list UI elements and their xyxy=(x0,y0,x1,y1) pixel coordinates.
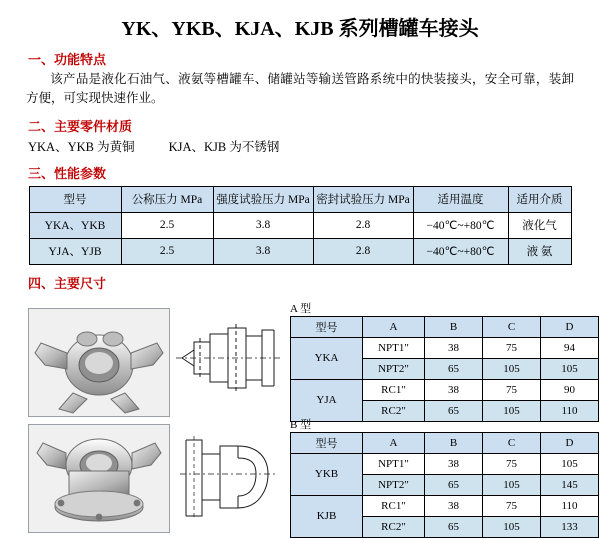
dimB-r2-c1: RC1" xyxy=(363,495,425,516)
dimA-r2-c4: 90 xyxy=(541,379,599,400)
dimB-r0-c1: NPT1" xyxy=(363,453,425,474)
page-title: YK、YKB、KJA、KJB 系列槽罐车接头 xyxy=(121,18,479,40)
dimB-r2-c4: 110 xyxy=(541,495,599,516)
dimA-group-1: YJA xyxy=(291,379,363,421)
perf-r0-c2: 3.8 xyxy=(213,212,313,238)
table-row xyxy=(291,453,599,474)
dimB-group-0: YKB xyxy=(291,453,363,495)
dimB-r3-c2: 65 xyxy=(425,516,483,537)
dimB-r0-c3: 75 xyxy=(483,453,541,474)
table-row xyxy=(291,379,599,400)
dimension-table-a xyxy=(290,316,599,422)
line-drawing-b-graphic xyxy=(176,424,280,531)
dimA-r0-c2: 38 xyxy=(425,337,483,358)
performance-table xyxy=(29,186,572,265)
section-heading-performance: 三、性能参数 xyxy=(28,165,107,181)
features-text: 该产品是液化石油气、液氨等槽罐车、储罐站等输送管路系统中的快装接头，安全可靠，装卸方便，可实现快速作业。 xyxy=(26,72,574,105)
dimB-r1-c1: NPT2" xyxy=(363,474,425,495)
perf-col-4: 适用温度 xyxy=(413,186,508,212)
table-b-label: B 型 xyxy=(290,418,312,431)
dimB-col-4: D xyxy=(541,432,599,453)
line-drawing-a-graphic xyxy=(176,308,280,415)
document-page xyxy=(0,12,600,533)
dimA-r1-c3: 105 xyxy=(483,358,541,379)
table-row xyxy=(29,212,571,238)
perf-col-5: 适用介质 xyxy=(508,186,571,212)
dimA-r2-c3: 75 xyxy=(483,379,541,400)
table-a-label: A 型 xyxy=(290,302,312,315)
perf-r0-c0: YKA、YKB xyxy=(29,212,121,238)
dimension-table-b xyxy=(290,432,599,538)
table-row xyxy=(29,238,571,264)
dimA-r2-c2: 38 xyxy=(425,379,483,400)
line-drawing-b xyxy=(176,424,280,531)
dimA-r0-c4: 94 xyxy=(541,337,599,358)
perf-r1-c4: −40℃~+80℃ xyxy=(413,238,508,264)
table-header-row xyxy=(291,316,599,337)
dimA-r3-c2: 65 xyxy=(425,400,483,421)
material-lines xyxy=(28,137,600,155)
perf-r1-c2: 3.8 xyxy=(213,238,313,264)
dimB-col-2: B xyxy=(425,432,483,453)
dimA-col-3: C xyxy=(483,316,541,337)
dimA-col-2: B xyxy=(425,316,483,337)
dimA-col-1: A xyxy=(363,316,425,337)
perf-col-0: 型号 xyxy=(29,186,121,212)
perf-r0-c4: −40℃~+80℃ xyxy=(413,212,508,238)
dimB-r0-c2: 38 xyxy=(425,453,483,474)
dimA-r1-c1: NPT2" xyxy=(363,358,425,379)
product-photo-a-graphic xyxy=(29,309,169,416)
product-photo-b xyxy=(28,424,170,533)
dimA-r3-c3: 105 xyxy=(483,400,541,421)
dimB-r3-c3: 105 xyxy=(483,516,541,537)
dimB-r1-c4: 145 xyxy=(541,474,599,495)
perf-r1-c0: YJA、YJB xyxy=(29,238,121,264)
dimA-col-4: D xyxy=(541,316,599,337)
dimA-r0-c1: NPT1" xyxy=(363,337,425,358)
material-line-a: YKA、YKB 为黄铜 xyxy=(28,139,135,154)
table-row xyxy=(291,495,599,516)
dimA-r3-c4: 110 xyxy=(541,400,599,421)
perf-col-3: 密封试验压力 MPa xyxy=(313,186,413,212)
perf-col-2: 强度试验压力 MPa xyxy=(213,186,313,212)
perf-r0-c3: 2.8 xyxy=(313,212,413,238)
perf-r1-c1: 2.5 xyxy=(121,238,213,264)
dimB-col-3: C xyxy=(483,432,541,453)
table-row xyxy=(291,337,599,358)
dimB-r2-c3: 75 xyxy=(483,495,541,516)
dimB-r3-c4: 133 xyxy=(541,516,599,537)
dimB-col-0: 型号 xyxy=(291,432,363,453)
dimA-r3-c1: RC2" xyxy=(363,400,425,421)
product-photo-b-graphic xyxy=(29,425,169,532)
section-heading-dimensions: 四、主要尺寸 xyxy=(28,275,107,291)
dimB-r0-c4: 105 xyxy=(541,453,599,474)
dimB-col-1: A xyxy=(363,432,425,453)
perf-r0-c1: 2.5 xyxy=(121,212,213,238)
perf-col-1: 公称压力 MPa xyxy=(121,186,213,212)
dimB-r3-c1: RC2" xyxy=(363,516,425,537)
dimA-r1-c4: 105 xyxy=(541,358,599,379)
features-body xyxy=(26,70,574,108)
dimA-r2-c1: RC1" xyxy=(363,379,425,400)
section-heading-features: 一、功能特点 xyxy=(28,52,107,67)
product-photo-a xyxy=(28,308,170,417)
perf-r0-c5: 液化气 xyxy=(508,212,571,238)
table-header-row xyxy=(29,186,571,212)
dimA-r0-c3: 75 xyxy=(483,337,541,358)
dimB-r1-c2: 65 xyxy=(425,474,483,495)
dimB-group-1: KJB xyxy=(291,495,363,537)
dimB-r1-c3: 105 xyxy=(483,474,541,495)
line-drawing-a xyxy=(176,308,280,415)
dimA-r1-c2: 65 xyxy=(425,358,483,379)
perf-r1-c3: 2.8 xyxy=(313,238,413,264)
section-heading-material: 二、主要零件材质 xyxy=(28,118,133,134)
material-line-b: KJA、KJB 为不锈钢 xyxy=(168,139,280,154)
dimA-group-0: YKA xyxy=(291,337,363,379)
dimB-r2-c2: 38 xyxy=(425,495,483,516)
perf-r1-c5: 液 氨 xyxy=(508,238,571,264)
dimA-col-0: 型号 xyxy=(291,316,363,337)
table-header-row xyxy=(291,432,599,453)
